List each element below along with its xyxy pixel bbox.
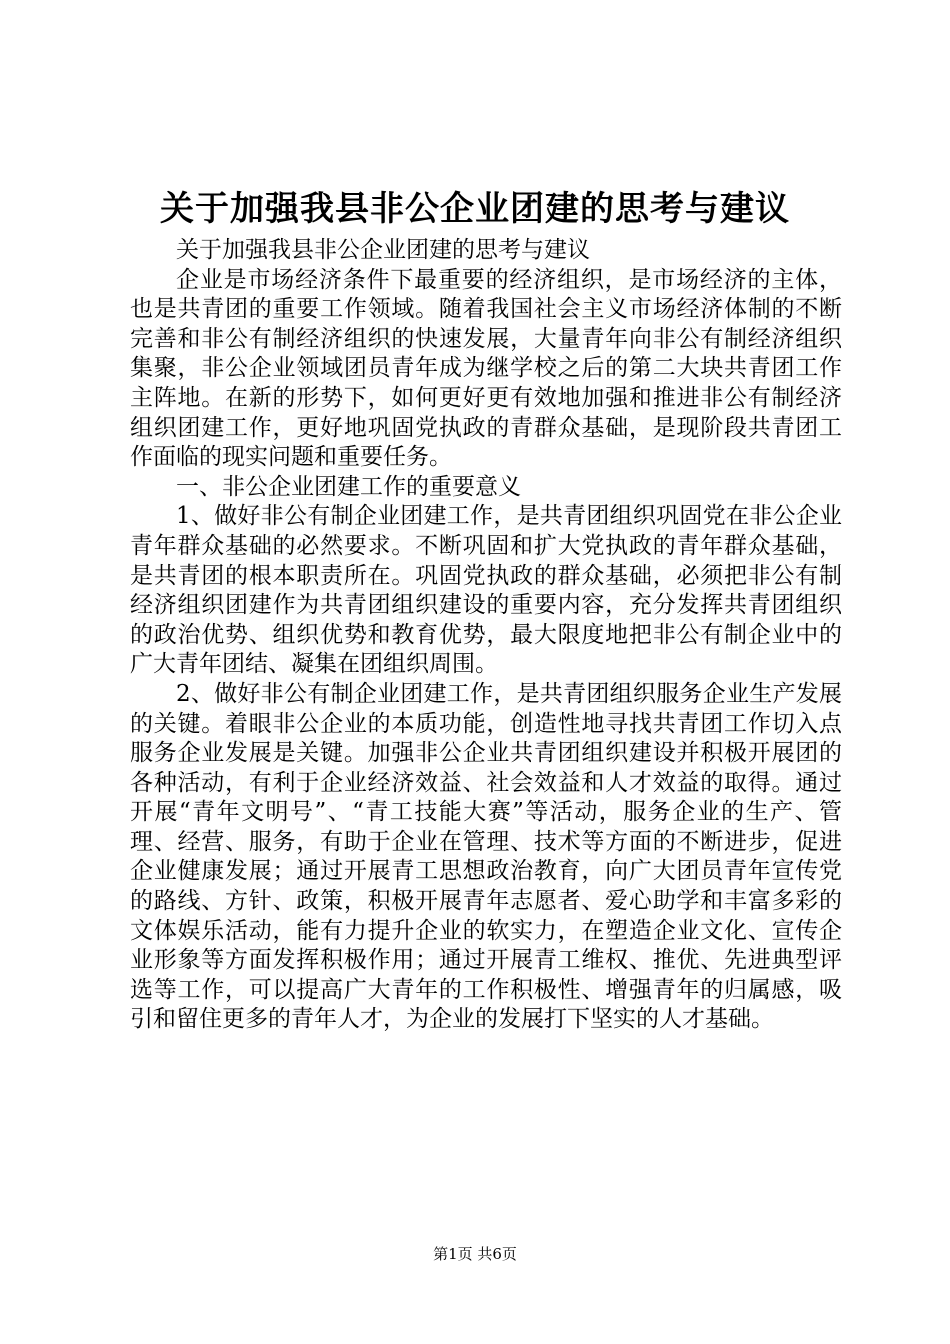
document-title: 关于加强我县非公企业团建的思考与建议 <box>160 189 790 229</box>
paragraph-point-1: 1、做好非公有制企业团建工作，是共青团组织巩固党在非公企业青年群众基础的必然要求。不断巩固和扩大党执政的青年群众基础，是共青团的根本职责所在。巩固党执政的群众基础，必须把非公有制经济组织团建作为共青团组织建设的重要内容，充分发挥共青团组织的政治优势、组织优势和教育优势，最大限度地把非公有制企业中的广大青年团结、凝集在团组织周围。 <box>130 503 842 678</box>
paragraph-point-2: 2、做好非公有制企业团建工作，是共青团组织服务企业生产发展的关键。着眼非公企业的本质功能，创造性地寻找共青团工作切入点服务企业发展是关键。加强非公企业共青团组织建设并积极开展团的各种活动，有利于企业经济效益、社会效益和人才效益的取得。通过开展“青年文明号”、“青工技能大赛”等活动，服务企业的生产、管理、经营、服务，有助于企业在管理、技术等方面的不断进步，促进企业健康发展；通过开展青工思想政治教育，向广大团员青年宣传党的路线、方针、政策，积极开展青年志愿者、爱心助学和丰富多彩的文体娱乐活动，能有力提升企业的软实力，在塑造企业文化、宣传企业形象等方面发挥积极作用；通过开展青工维权、推优、先进典型评选等工作，可以提高广大青年的工作积极性、增强青年的归属感，吸引和留住更多的青年人才，为企业的发展打下坚实的人才基础。 <box>130 680 842 1033</box>
document-body <box>130 236 842 1035</box>
page-footer: 第1页 共6页 <box>433 1245 517 1263</box>
paragraph-subtitle: 关于加强我县非公企业团建的思考与建议 <box>176 237 590 263</box>
section-heading: 一、非公企业团建工作的重要意义 <box>176 473 521 500</box>
paragraph-intro: 企业是市场经济条件下最重要的经济组织，是市场经济的主体，也是共青团的重要工作领域。随着我国社会主义市场经济体制的不断完善和非公有制经济组织的快速发展，大量青年向非公有制经济组织集聚，非公企业领域团员青年成为继学校之后的第二大块共青团工作主阵地。在新的形势下，如何更好更有效地加强和推进非公有制经济组织团建工作，更好地巩固党执政的青群众基础，是现阶段共青团工作面临的现实问题和重要任务。 <box>130 266 842 471</box>
